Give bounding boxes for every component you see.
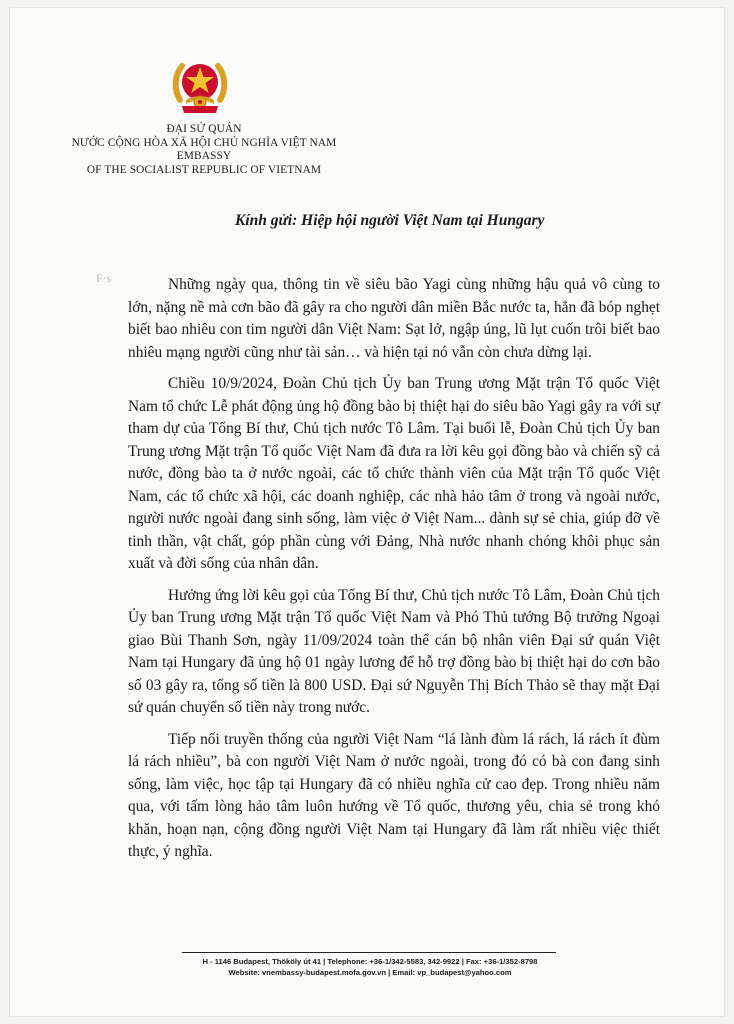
recipient-name: Hiệp hội người Việt Nam tại Hungary: [301, 212, 545, 229]
paragraph-1: Những ngày qua, thông tin về siêu bão Yagi cùng những hậu quả vô cùng to lớn, nặng nề mà cơn bão đã gây ra cho người dân miền Bắc nước ta, hẳn đã bóp nghẹt biết bao nhiêu con tim người dân Việt Nam: Sạt lở, ngập úng, lũ lụt cuốn trôi biết bao nhiêu mạng người cũng như tài sản… và hiện tại nó vẫn còn chưa dừng lại.: [128, 276, 660, 361]
paragraph-4: Tiếp nối truyền thống của người Việt Nam “lá lành đùm lá rách, lá rách ít đùm lá rách nhiều”, bà con người Việt Nam ở nước ngoài, trong đó có bà con đang sinh sống, làm việc, học tập tại Hungary đã có nhiều nghĩa cử cao đẹp. Trong nhiều năm qua, với tấm lòng hảo tâm luôn hướng về Tổ quốc, thương yêu, chia sẻ trong khó khăn, hoạn nạn, cộng đồng người Việt Nam tại Hungary đã làm rất nhiều việc thiết thực, ý nghĩa.: [128, 730, 660, 860]
embassy-header: [40, 123, 368, 177]
letter-body: [128, 274, 660, 873]
recipient-line: [235, 212, 544, 230]
recipient-prefix: Kính gửi:: [235, 212, 298, 229]
margin-mark: F·s: [96, 271, 112, 285]
header-line-embassy-en: EMBASSY: [176, 150, 232, 162]
paragraph-3: Hưởng ứng lời kêu gọi của Tổng Bí thư, Chủ tịch nước Tô Lâm, Đoàn Chủ tịch Ủy ban Trung ương Mặt trận Tổ quốc Việt Nam và Phó Thủ tướng Bộ trưởng Ngoại giao Bùi Thanh Sơn, ngày 11/09/2024 toàn thể cán bộ nhân viên Đại sứ quán Việt Nam tại Hungary đã ủng hộ 01 ngày lương để hỗ trợ đồng bào bị thiệt hại do cơn bão số 03 gây ra, tổng số tiền là 800 USD. Đại sứ Nguyễn Thị Bích Thảo sẽ thay mặt Đại sứ quán chuyển số tiền này trong nước.: [128, 586, 660, 716]
footer: [160, 957, 580, 978]
footer-contact: Website: vnembassy-budapest.mofa.gov.vn | Email: vp_budapest@yahoo.com: [228, 967, 512, 977]
paragraph-2: Chiều 10/9/2024, Đoàn Chủ tịch Ủy ban Trung ương Mặt trận Tổ quốc Việt Nam tổ chức Lễ phát động ủng hộ đồng bào bị thiệt hại do siêu bão Yagi gây ra với sự tham dự của Tổng Bí thư, Chủ tịch nước Tô Lâm. Tại buổi lễ, Đoàn Chủ tịch Ủy ban Trung ương Mặt trận Tổ quốc Việt Nam đã đưa ra lời kêu gọi đồng bào và chiến sỹ cả nước, đồng bào ta ở nước ngoài, các tổ chức thành viên của Mặt trận Tổ quốc Việt Nam, các tổ chức xã hội, các doanh nghiệp, các nhà hảo tâm ở trong và ngoài nước, người nước ngoài đang sinh sống, làm việc ở Việt Nam... dành sự sẻ chia, giúp đỡ về tinh thần, vật chất, góp phần cùng với Đảng, Nhà nước nhanh chóng khôi phục sản xuất và đời sống của nhân dân.: [128, 375, 660, 572]
footer-address: H - 1146 Budapest, Thököly út 41 | Telephone: +36-1/342-5583, 342-9922 | Fax: +36-1/352-8798: [202, 957, 538, 966]
header-line-country-en: OF THE SOCIALIST REPUBLIC OF VIETNAM: [86, 163, 322, 176]
header-line-country-vn: NƯỚC CỘNG HÒA XÃ HỘI CHỦ NGHĨA VIỆT NAM: [71, 136, 337, 149]
header-line-embassy-vn: ĐẠI SỨ QUÁN: [166, 123, 242, 135]
national-emblem-icon: [172, 56, 228, 116]
footer-divider: [182, 952, 556, 953]
letter-page: [10, 8, 724, 1016]
